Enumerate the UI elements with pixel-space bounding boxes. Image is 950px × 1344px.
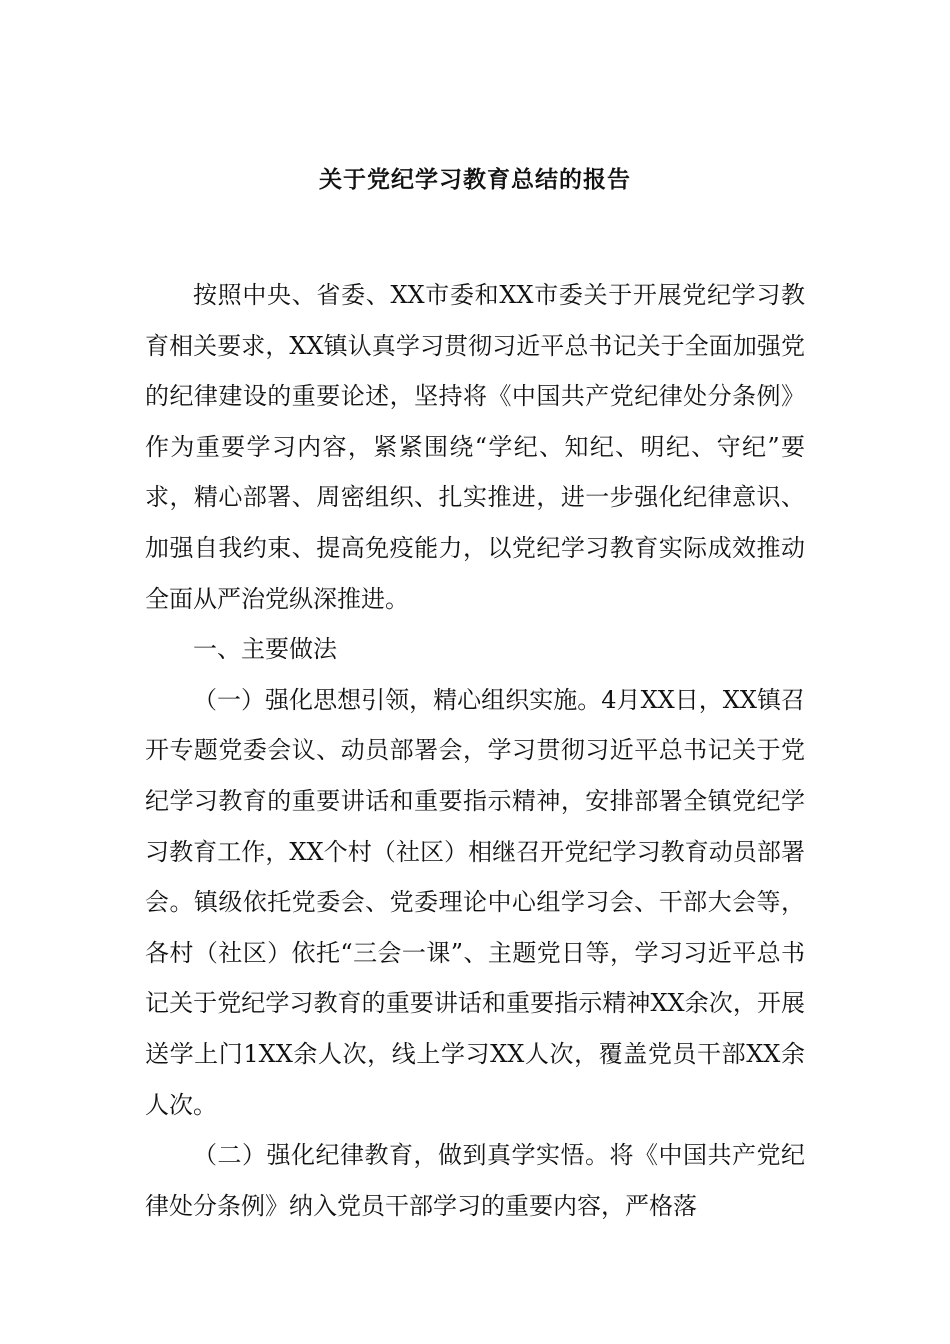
section-heading: 一、主要做法	[193, 635, 337, 664]
body-paragraph: （二）强化纪律教育，做到真学实悟。将《中国共产党纪律处分条例》纳入党员干部学习的重要内容，严格落	[145, 1141, 805, 1220]
body-paragraph: （一）强化思想引领，精心组织实施。4月XX日，XX镇召开专题党委会议、动员部署会，学习贯彻习近平总书记关于党纪学习教育的重要讲话和重要指示精神，安排部署全镇党纪学习教育工作，XX个村（社区）相继召开党纪学习教育动员部署会。镇级依托党委会、党委理论中心组学习会、干部大会等，各村（社区）依托“三会一课”、主题党日等，学习习近平总书记关于党纪学习教育的重要讲话和重要指示精神XX余次，开展送学上门1XX余人次，线上学习XX人次，覆盖党员干部XX余人次。	[145, 685, 805, 1119]
document-title: 关于党纪学习教育总结的报告	[319, 166, 631, 193]
intro-paragraph: 按照中央、省委、XX市委和XX市委关于开展党纪学习教育相关要求，XX镇认真学习贯彻习近平总书记关于全面加强党的纪律建设的重要论述，坚持将《中国共产党纪律处分条例》作为重要学习内容，紧紧围绕“学纪、知纪、明纪、守纪”要求，精心部署、周密组织、扎实推进，进一步强化纪律意识、加强自我约束、提高免疫能力，以党纪学习教育实际成效推动全面从严治党纵深推进。	[145, 281, 805, 613]
document-body	[145, 270, 805, 1231]
